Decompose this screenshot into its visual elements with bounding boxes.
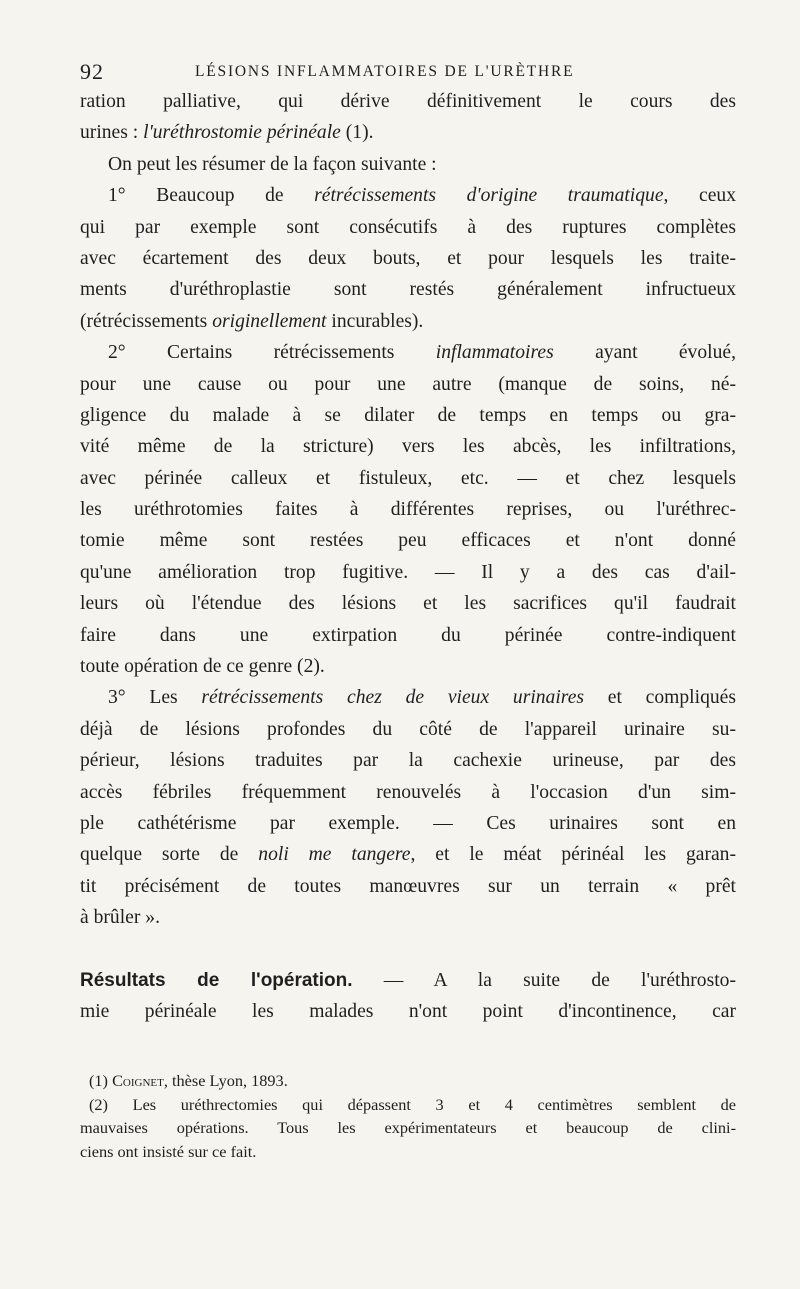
text-line: avec écartement des deux bouts, et pour lesquels les traite- [80, 247, 736, 269]
italic-term: originellement [212, 310, 327, 332]
text-line: vité même de la stricture) vers les abcès, les infiltrations, [80, 436, 736, 458]
italic-term: l'uréthrostomie périnéale [143, 122, 341, 144]
footnotes [80, 1069, 736, 1163]
text-line: tit précisément de toutes manœuvres sur un terrain « prêt [80, 875, 736, 897]
text-line: à brûler ». [80, 907, 160, 929]
section-heading-line: Résultats de l'opération. — A la suite de l'uréthrosto- [80, 969, 736, 991]
text-line: On peut les résumer de la façon suivante : [108, 153, 437, 175]
footnote-2: (2) Les uréthrectomies qui dépassent 3 et 4 centimètres semblent de [89, 1094, 736, 1114]
text-line: faire dans une extirpation du périnée contre-indiquent [80, 624, 736, 646]
list-item-1: 1° Beaucoup de rétrécissements d'origine traumatique, ceux [108, 185, 736, 207]
italic-term: rétrécissements chez de vieux urinaires [201, 687, 585, 709]
section-heading: Résultats de l'opération. [80, 969, 353, 991]
italic-term: inflammatoires [435, 342, 554, 364]
footnote-author: Coignet [112, 1071, 164, 1090]
text-line: périeur, lésions traduites par la cachexie urineuse, par des [80, 750, 736, 772]
text-line: urines : l'uréthrostomie périnéale (1). [80, 122, 374, 144]
italic-term: noli me tangere [258, 844, 411, 866]
text-line: leurs où l'étendue des lésions et les sacrifices qu'il faudrait [80, 593, 736, 615]
text-line: avec périnée calleux et fistuleux, etc. — et chez lesquels [80, 467, 736, 489]
text-line: tomie même sont restées peu efficaces et n'ont donné [80, 530, 736, 552]
footnote-1: (1) Coignet, thèse Lyon, 1893. [89, 1071, 288, 1090]
text-line: pour une cause ou pour une autre (manque de soins, né- [80, 373, 736, 395]
text-line: les uréthrotomies faites à différentes reprises, ou l'uréthrec- [80, 499, 736, 521]
text-line: déjà de lésions profondes du côté de l'appareil urinaire su- [80, 718, 736, 740]
text-line: mie périnéale les malades n'ont point d'incontinence, car [80, 1000, 736, 1022]
text-line: qu'une amélioration trop fugitive. — Il y a des cas d'ail- [80, 561, 736, 583]
section-gap [80, 934, 736, 965]
text-line: toute opération de ce genre (2). [80, 656, 325, 678]
text-line: ration palliative, qui dérive définitivement le cours des [80, 91, 736, 112]
text-line: accès fébriles fréquemment renouvelés à l'occasion d'un sim- [80, 781, 736, 803]
text-line: (rétrécissements originellement incurables). [80, 310, 424, 332]
text-line: quelque sorte de noli me tangere, et le méat périnéal les garan- [80, 844, 736, 866]
footnote-line: ciens ont insisté sur ce fait. [80, 1141, 257, 1161]
text-line: ments d'uréthroplastie sont restés généralement infructueux [80, 279, 736, 301]
list-item-2: 2° Certains rétrécissements inflammatoires ayant évolué, [108, 342, 736, 364]
text-line: gligence du malade à se dilater de temps en temps ou gra- [80, 404, 736, 426]
text-line: ple cathétérisme par exemple. — Ces urinaires sont en [80, 812, 736, 834]
page-number: 92 [80, 59, 104, 84]
list-item-3: 3° Les rétrécissements chez de vieux urinaires et compliqués [108, 687, 736, 709]
text-line: qui par exemple sont consécutifs à des ruptures complètes [80, 216, 736, 238]
italic-term: rétrécissements d'origine traumatique [314, 185, 664, 207]
main-text [80, 86, 736, 1027]
chapter-title: LÉSIONS INFLAMMATOIRES DE L'URÈTHRE [195, 63, 575, 80]
footnote-line: mauvaises opérations. Tous les expérimentateurs et beaucoup de clini- [80, 1118, 736, 1138]
running-head [80, 59, 735, 83]
